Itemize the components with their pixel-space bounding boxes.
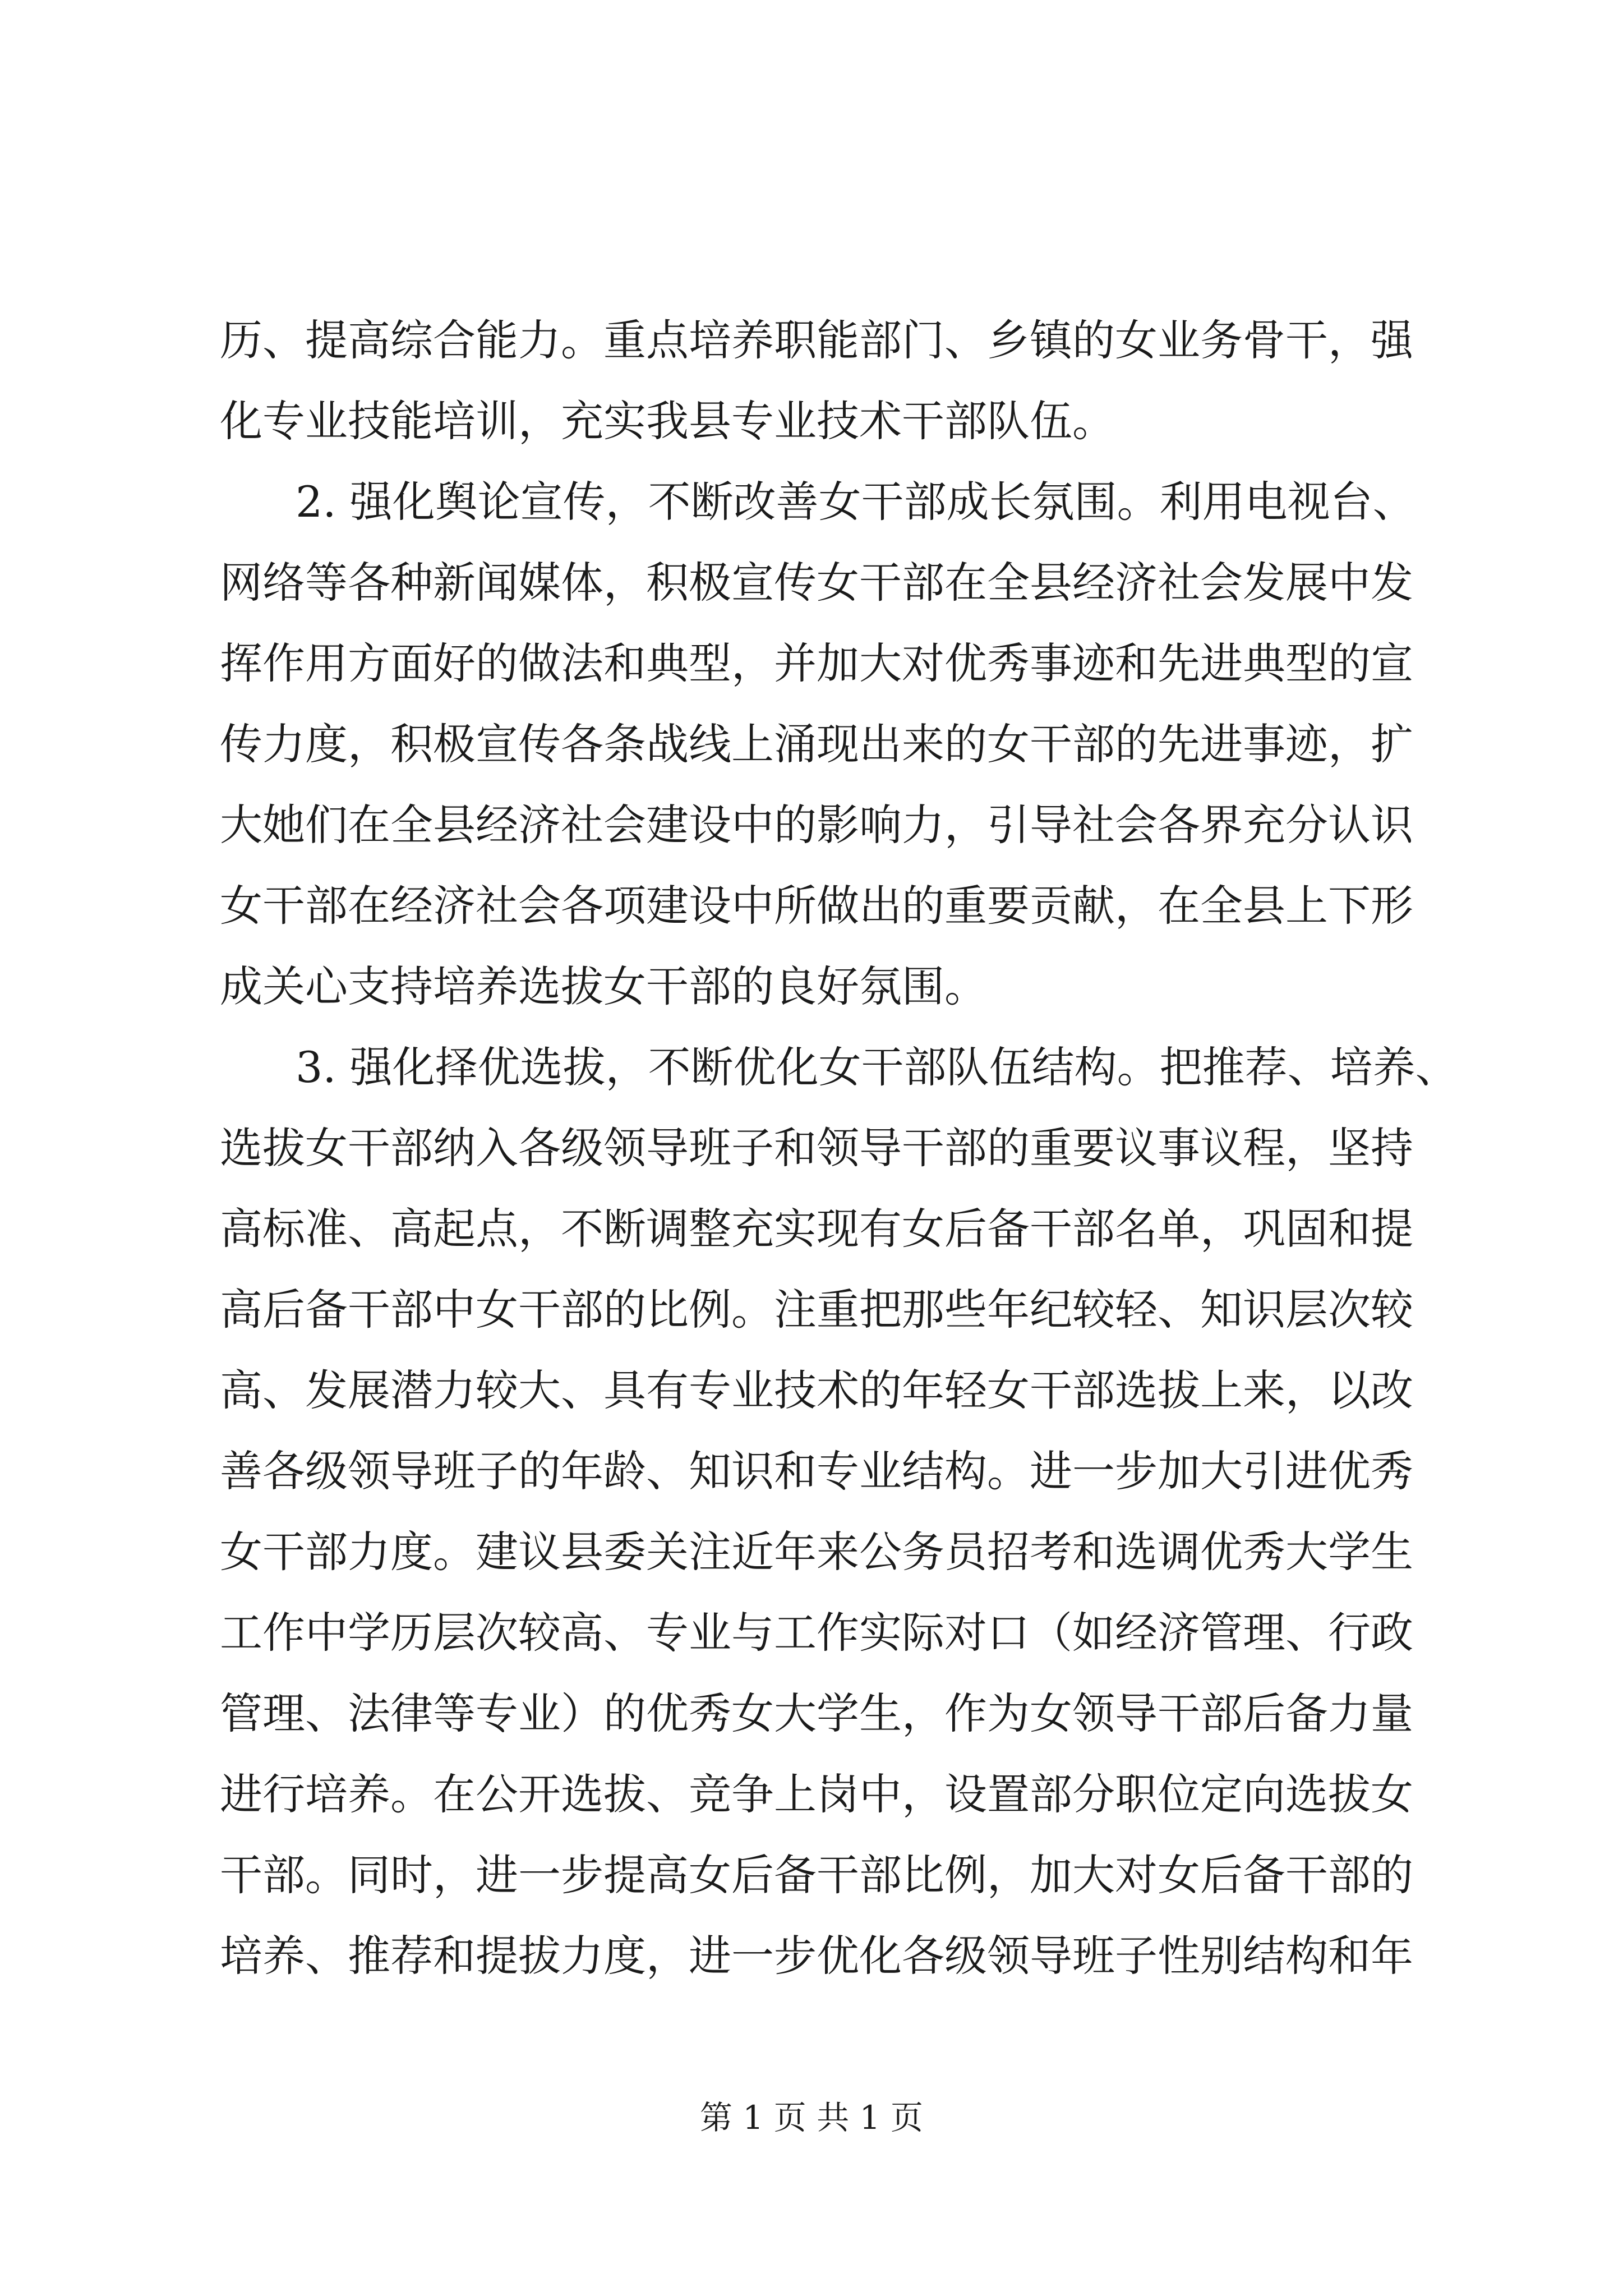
text-line: 管理、法律等专业）的优秀女大学生，作为女领导干部后备力量 [220,1688,1413,1738]
text-line: 选拔女干部纳入各级领导班子和领导干部的重要议事议程，坚持 [220,1123,1413,1173]
text-line: 女干部力度。建议县委关注近年来公务员招考和选调优秀大学生 [220,1527,1413,1577]
text-line: 高后备干部中女干部的比例。注重把那些年纪较轻、知识层次较 [220,1285,1413,1335]
page-number-label: 第 1 页 共 1 页 [700,2099,923,2137]
document-body [220,300,1458,1996]
text-line: 成关心支持培养选拔女干部的良好氛围。 [220,961,987,1011]
text-line: 3. 强化择优选拔，不断优化女干部队伍结构。把推荐、培养、 [296,1042,1458,1092]
text-line: 女干部在经济社会各项建设中所做出的重要贡献，在全县上下形 [220,881,1413,931]
text-line: 工作中学历层次较高、专业与工作实际对口（如经济管理、行政 [220,1608,1413,1658]
text-line: 善各级领导班子的年龄、知识和专业结构。进一步加大引进优秀 [220,1446,1413,1496]
text-line: 高标准、高起点，不断调整充实现有女后备干部名单，巩固和提 [220,1204,1413,1254]
text-line: 干部。同时，进一步提高女后备干部比例，加大对女后备干部的 [220,1850,1413,1900]
text-line: 2. 强化舆论宣传，不断改善女干部成长氛围。利用电视台、 [296,477,1415,527]
text-line: 历、提高综合能力。重点培养职能部门、乡镇的女业务骨干，强 [220,315,1413,365]
text-line: 培养、推荐和提拔力度，进一步优化各级领导班子性别结构和年 [220,1931,1413,1981]
text-line: 化专业技能培训，充实我县专业技术干部队伍。 [220,396,1115,446]
text-line: 进行培养。在公开选拔、竞争上岗中，设置部分职位定向选拔女 [220,1769,1413,1819]
text-line: 网络等各种新闻媒体，积极宣传女干部在全县经济社会发展中发 [220,558,1413,608]
text-line: 传力度，积极宣传各条战线上涌现出来的女干部的先进事迹，扩 [220,719,1413,769]
text-line: 高、发展潜力较大、具有专业技术的年轻女干部选拔上来，以改 [220,1365,1413,1415]
text-line: 挥作用方面好的做法和典型，并加大对优秀事迹和先进典型的宣 [220,638,1413,688]
page-footer [0,2095,1623,2140]
text-line: 大她们在全县经济社会建设中的影响力，引导社会各界充分认识 [220,800,1413,850]
